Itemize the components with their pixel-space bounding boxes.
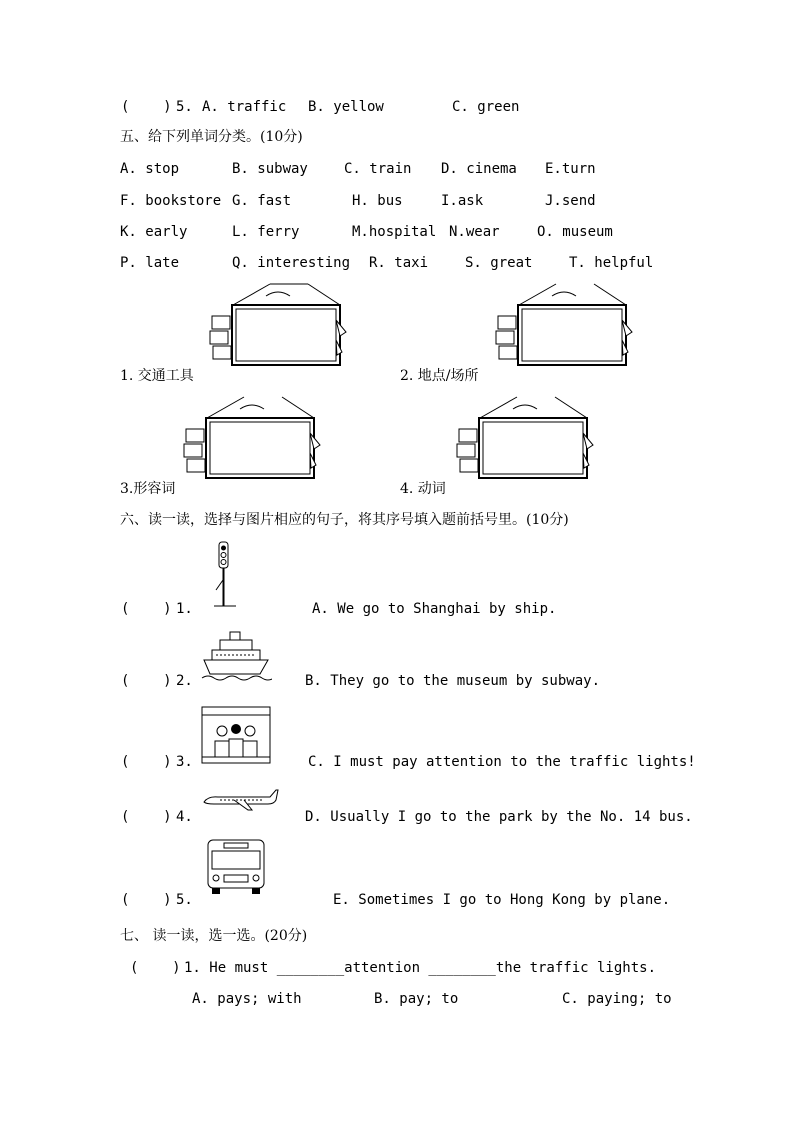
section-7-title: 七、 读一读，选一选。(20分) bbox=[120, 928, 308, 944]
option-a: A. traffic bbox=[202, 99, 287, 115]
word: N.wear bbox=[449, 224, 500, 240]
option-b: B. pay; to bbox=[374, 991, 459, 1007]
category-label: 3.形容词 bbox=[120, 481, 176, 497]
category-label: 2. 地点/场所 bbox=[400, 368, 479, 384]
word: F. bookstore bbox=[120, 193, 222, 209]
sentence: D. Usually I go to the park by the No. 14 bus. bbox=[305, 809, 693, 825]
answer-bracket[interactable]: ( ) bbox=[121, 892, 172, 908]
word: B. subway bbox=[232, 161, 308, 177]
question-number: 5. bbox=[176, 99, 193, 115]
answer-bracket[interactable]: ( ) bbox=[121, 601, 172, 617]
word: D. cinema bbox=[441, 161, 517, 177]
item-number: 1. bbox=[176, 601, 193, 617]
word: S. great bbox=[465, 255, 533, 271]
word: Q. interesting bbox=[232, 255, 351, 271]
section-5-title: 五、给下列单词分类。(10分) bbox=[120, 129, 303, 145]
answer-bracket[interactable]: ( ) bbox=[130, 960, 181, 976]
ship-icon bbox=[200, 626, 272, 684]
item-number: 2. bbox=[176, 673, 193, 689]
traffic-light-icon bbox=[208, 540, 240, 610]
classification-board-icon bbox=[455, 393, 605, 493]
sentence: E. Sometimes I go to Hong Kong by plane. bbox=[333, 892, 671, 908]
word: G. fast bbox=[232, 193, 292, 209]
word: M.hospital bbox=[352, 224, 437, 240]
sentence: B. They go to the museum by subway. bbox=[305, 673, 601, 689]
word: L. ferry bbox=[232, 224, 300, 240]
category-label: 1. 交通工具 bbox=[120, 368, 194, 384]
word: C. train bbox=[344, 161, 412, 177]
word: H. bus bbox=[352, 193, 403, 209]
section-6-title: 六、读一读，选择与图片相应的句子，将其序号填入题前括号里。(10分) bbox=[120, 512, 569, 528]
classification-board-icon bbox=[494, 280, 644, 380]
option-a: A. pays; with bbox=[192, 991, 302, 1007]
bracket[interactable]: ( ) bbox=[121, 99, 172, 115]
answer-bracket[interactable]: ( ) bbox=[121, 809, 172, 825]
word: P. late bbox=[120, 255, 180, 271]
word: J.send bbox=[545, 193, 596, 209]
option-c: C. paying; to bbox=[562, 991, 672, 1007]
question-stem: 1. He must ________attention ________the traffic lights. bbox=[184, 960, 657, 976]
answer-bracket[interactable]: ( ) bbox=[121, 754, 172, 770]
classification-board-icon bbox=[208, 280, 358, 380]
word: K. early bbox=[120, 224, 188, 240]
item-number: 3. bbox=[176, 754, 193, 770]
option-c: C. green bbox=[452, 99, 520, 115]
classification-board-icon bbox=[182, 393, 332, 493]
word: I.ask bbox=[441, 193, 484, 209]
answer-bracket[interactable]: ( ) bbox=[121, 673, 172, 689]
plane-icon bbox=[200, 786, 280, 814]
word: R. taxi bbox=[369, 255, 429, 271]
category-label: 4. 动词 bbox=[400, 481, 446, 497]
item-number: 5. bbox=[176, 892, 193, 908]
subway-passengers-icon bbox=[200, 705, 272, 767]
sentence: A. We go to Shanghai by ship. bbox=[312, 601, 557, 617]
option-b: B. yellow bbox=[308, 99, 384, 115]
word: T. helpful bbox=[569, 255, 654, 271]
word: O. museum bbox=[537, 224, 613, 240]
bus-icon bbox=[202, 838, 270, 896]
sentence: C. I must pay attention to the traffic lights! bbox=[308, 754, 696, 770]
item-number: 4. bbox=[176, 809, 193, 825]
word: A. stop bbox=[120, 161, 180, 177]
word: E.turn bbox=[545, 161, 596, 177]
